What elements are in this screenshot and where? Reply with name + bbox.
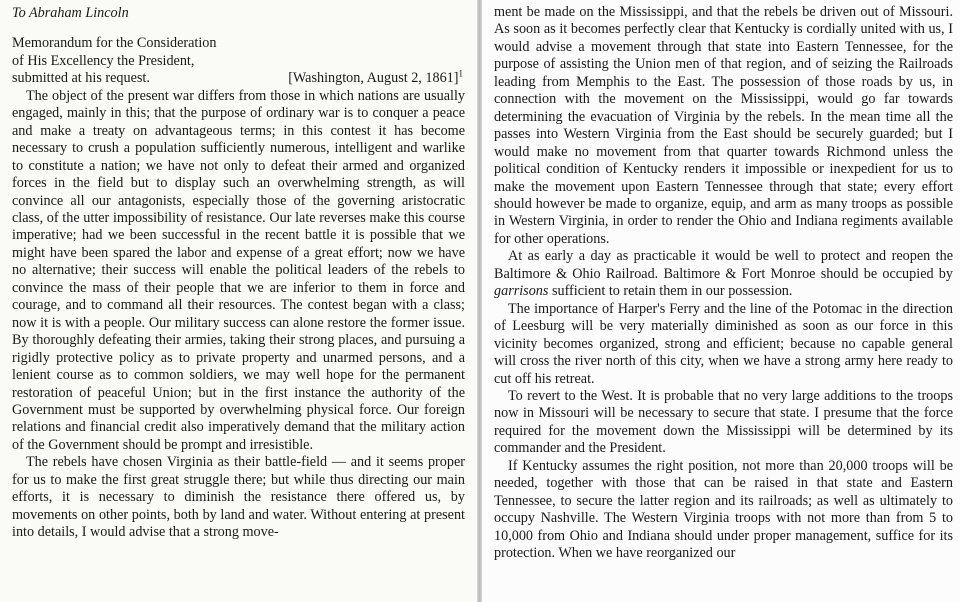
baltimore-text-before: At as early a day as practicable it would be well to protect and reopen the Baltimore & Ohio Railroad. Baltimore & Fort Monroe should be occupied by bbox=[494, 248, 953, 282]
memo-line-3: submitted at his request. bbox=[12, 70, 150, 87]
paragraph-kentucky: If Kentucky assumes the right position, not more than 20,000 troops will be needed, together with those that can be raised in that state and Eastern Tennessee, to secure the latter region and its railroads; as well as ultimately to occupy Nashville. The Western Virginia troops with not more than from 5 to 10,000 from Ohio and Indiana should under proper management, suffice for its protection. When we have reorganized our bbox=[494, 457, 953, 562]
paragraph-baltimore-ohio bbox=[494, 248, 953, 300]
paragraph-war-object: The object of the present war differs from those in which nations are usually engaged, mainly in this; that the purpose of ordinary war is to conquer a peace and make a treaty on advantageous terms; in this contest it has become necessary to crush a population sufficiently numerous, intelligent and warlike to constitute a nation; we have not only to defeat their armed and organized forces in the field but to display such an overwhelming strength, as will convince all our antagonists, especially those of the governing aristocratic class, of the utter impossibility of resistance. Our late reverses make this course imperative; had we been successful in the recent battle it is possible that we might have been spared the labor and expense of a great effort; now we have no alternative; their success will enable the political leaders of the rebels to convince the mass of their people that we are inferior to them in force and courage, and to command all their resources. The contest began with a class; now it is with a people. Our military success can alone restore the former issue. By thoroughly defeating their armies, taking their strong places, and pursuing a rigidly protective policy as to private property and unarmed persons, and a lenient course as to common soldiers, we may well hope for the permanent restoration of peaceful Union; but in the first instance the authority of the Government must be supported by overwhelming physical force. Our foreign relations and financial credit also imperatively demand that the military action of the Government should be prompt and irresistible. bbox=[12, 87, 465, 453]
memo-line-2: of His Excellency the President, bbox=[12, 52, 195, 69]
paragraph-harpers-ferry: The importance of Harper's Ferry and the line of the Potomac in the direction of Leesburg will be very materially diminished as soon as our force in this vicinity becomes organized, strong and efficient; because no capable general will cross the river north of this city, when we have a strong army here ready to cut off his retreat. bbox=[494, 300, 953, 387]
left-column bbox=[0, 0, 477, 602]
memo-line-1: Memorandum for the Consideration bbox=[12, 35, 217, 52]
paragraph-revert-west: To revert to the West. It is probable that no very large additions to the troops now in Missouri will be necessary to secure that state. I presume that the force required for the movement down the Mississippi will be determined by its commander and the President. bbox=[494, 387, 953, 457]
dateline-text: [Washington, August 2, 1861] bbox=[288, 70, 459, 87]
paragraph-mississippi-continuation: ment be made on the Mississippi, and that the rebels be driven out of Missouri. As soon as it becomes perfectly clear that Kentucky is cordially united with us, I would advise a movement through that state into Eastern Tennessee, for the purpose of assisting the Union men of that region, and of seizing the Railroads leading from Memphis to the East. The possession of those roads by us, in connection with the movement on the Mississippi, would go far towards determining the evacuation of Virginia by the rebels. In the mean time all the passes into Western Virginia from the East should be securely guarded; but I would make no movement from that quarter towards Richmond unless the political condition of Kentucky renders it impossible or inexpedient for us to make the movement upon Eastern Tennessee through that state; every effort should however be made to organize, equip, and arm as many troops as possible in Western Virginia, in order to render the Ohio and Indiana regiments available for other operations. bbox=[494, 4, 953, 247]
dateline bbox=[288, 70, 465, 87]
memo-line-3-row bbox=[12, 70, 465, 87]
letter-heading: To Abraham Lincoln bbox=[12, 5, 129, 21]
garrisons-emphasis: garrisons bbox=[494, 283, 549, 300]
footnote-marker: 1 bbox=[458, 68, 463, 79]
baltimore-text-after: sufficient to retain them in our possession. bbox=[551, 283, 793, 300]
paragraph-virginia-battlefield: The rebels have chosen Virginia as their battle-field — and it seems proper for us to make the first great struggle there; but while thus directing our main efforts, it is necessary to diminish the resistance there offered us, by movements on other points, both by land and water. Without entering at present into details, I would advise that a strong move- bbox=[12, 454, 465, 541]
right-column bbox=[482, 0, 960, 602]
